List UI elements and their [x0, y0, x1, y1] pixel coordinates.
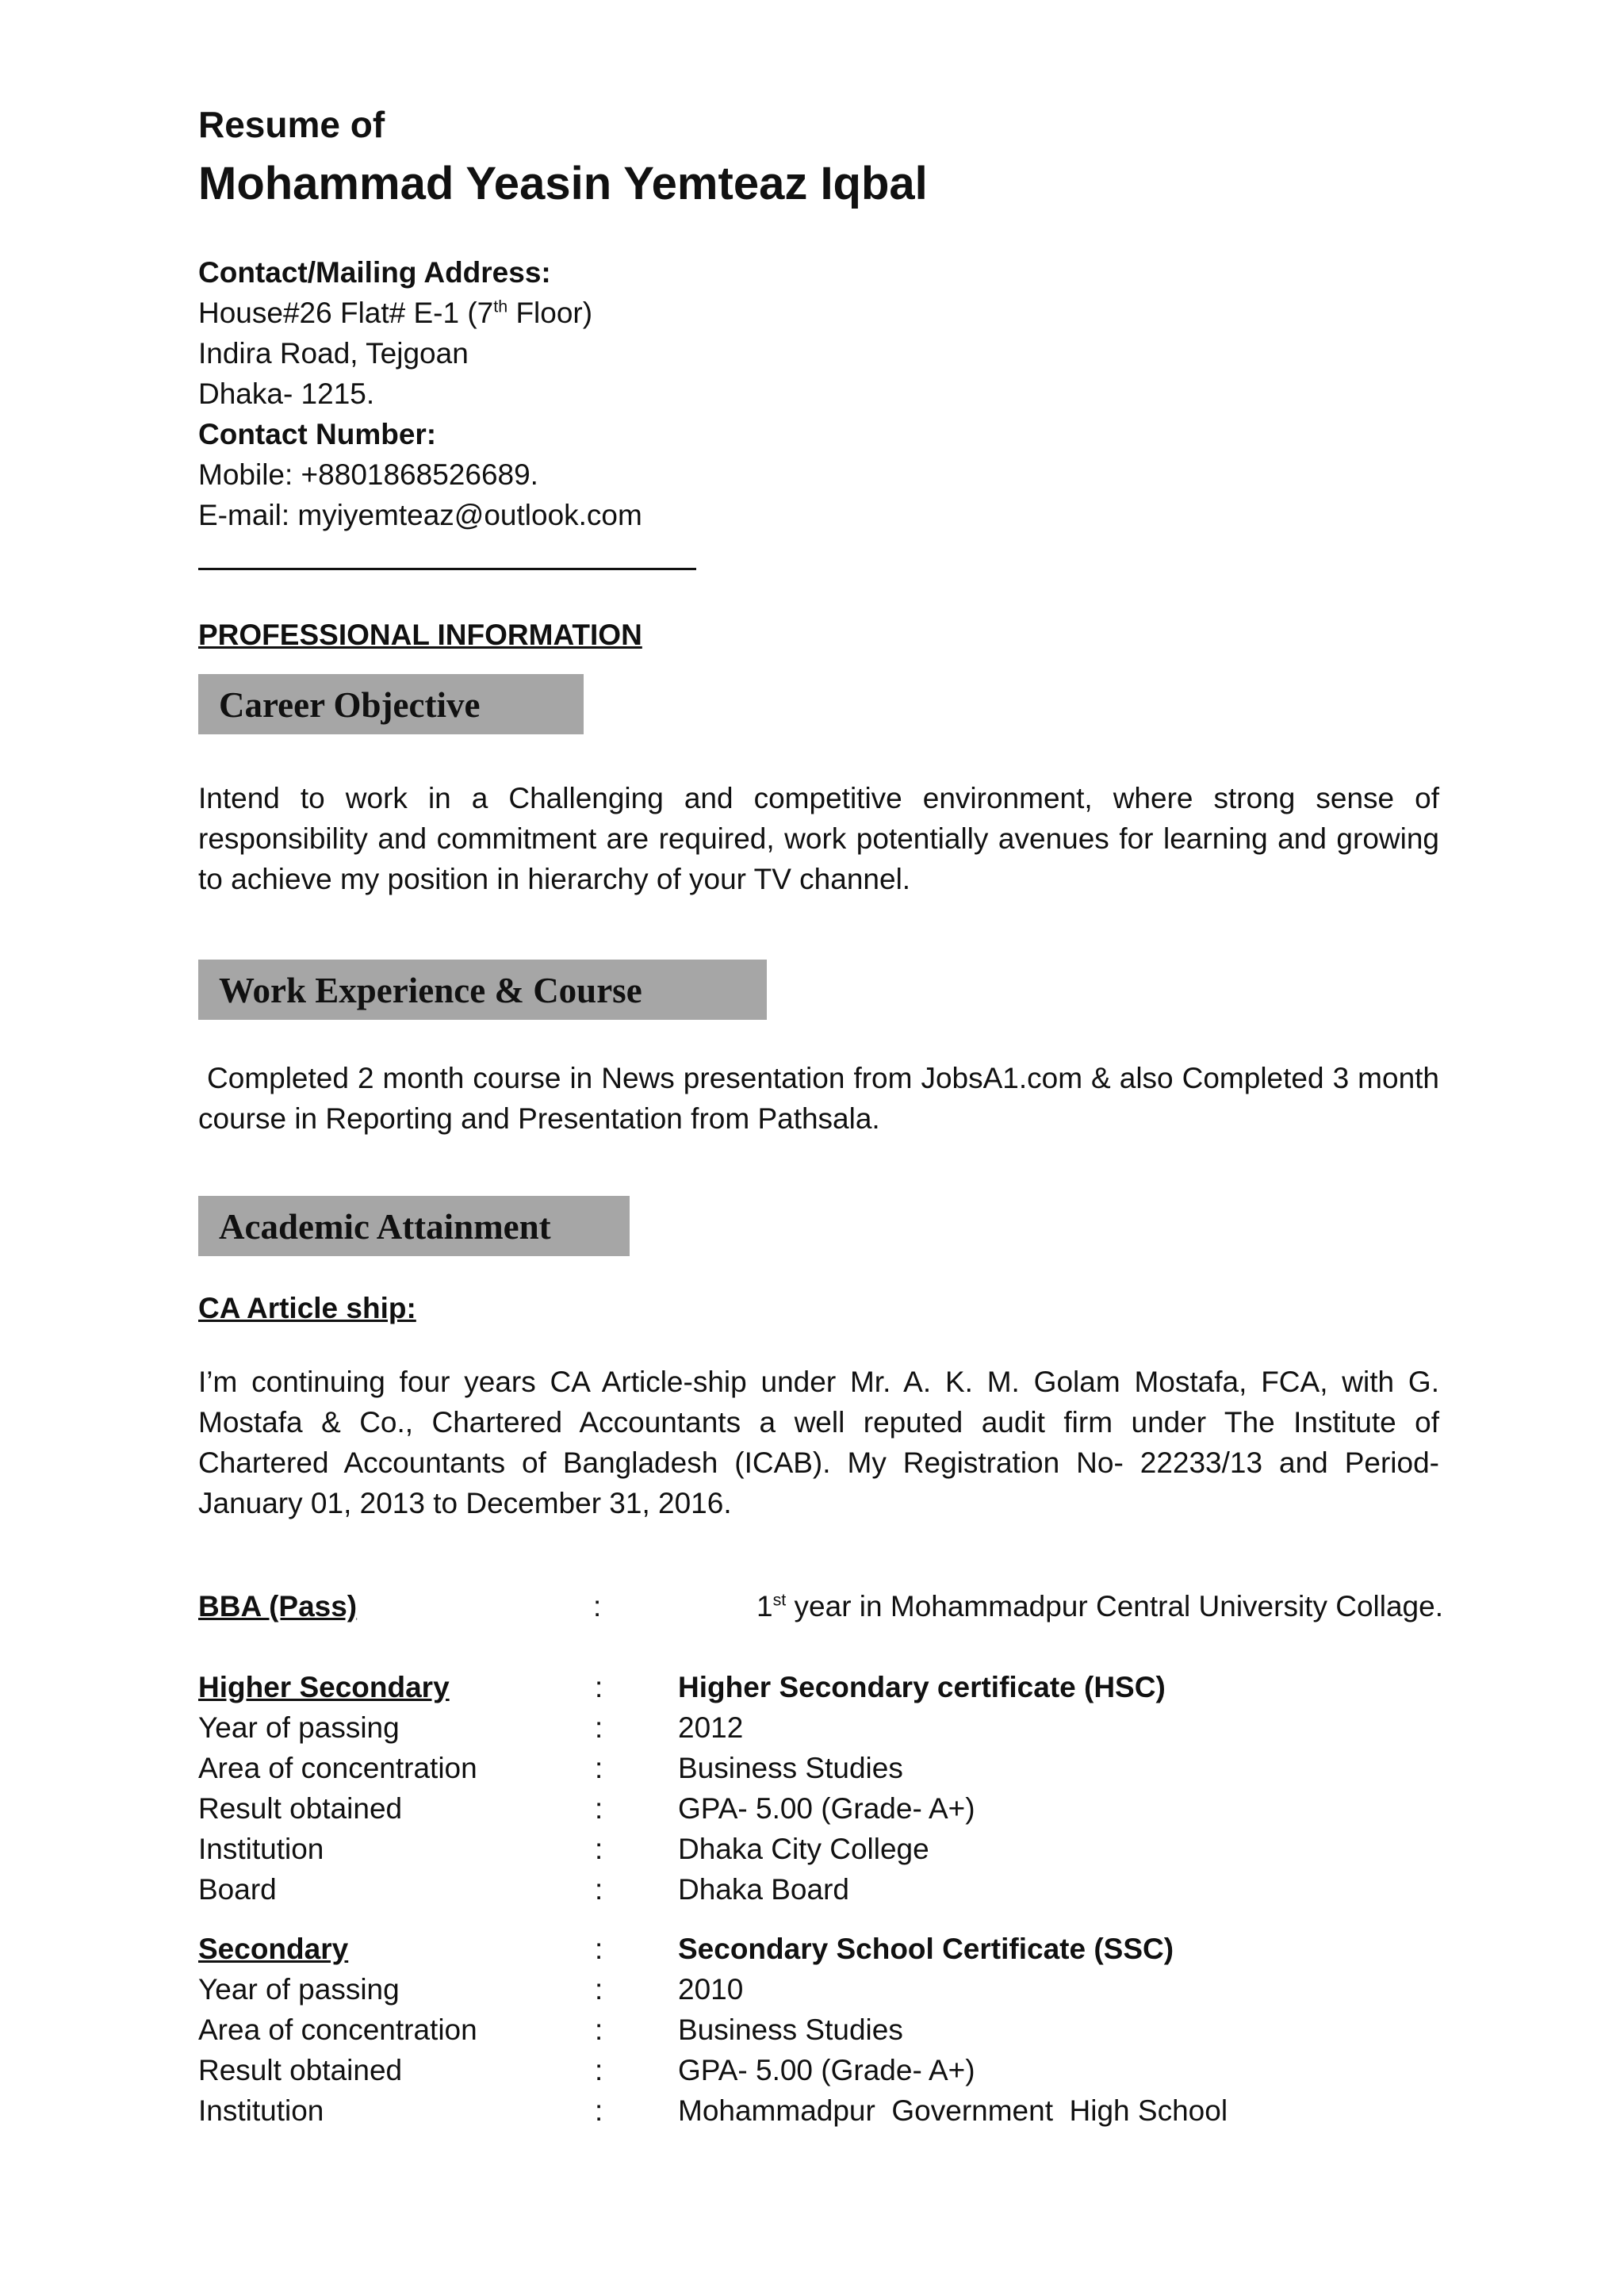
- applicant-name: Mohammad Yeasin Yemteaz Iqbal: [198, 158, 928, 209]
- ssc-val: Mohammadpur Government High School: [678, 2094, 1228, 2127]
- work-experience-text: Completed 2 month course in News presentation from JobsA1.com & also Completed 3 month course in Reporting and Presentation from Pathsala.: [198, 1062, 1448, 1135]
- hsc-row: [198, 1748, 1443, 1788]
- hsc-colon: :: [595, 1671, 603, 1703]
- hsc-val: Dhaka Board: [678, 1873, 849, 1906]
- ssc-row: [198, 1969, 1443, 2010]
- career-objective-text: Intend to work in a Challenging and competitive environment, where strong sense of responsibility and commitment are required, work potentially avenues for learning and growing to achieve my position in hierarchy of your TV channel.: [198, 782, 1439, 895]
- bba-value: 1st year in Mohammadpur Central University Collage.: [756, 1590, 1443, 1623]
- hsc-row: [198, 1869, 1443, 1910]
- contact-number-label: Contact Number:: [198, 418, 437, 450]
- ssc-colon: :: [595, 1973, 603, 2006]
- ssc-row: [198, 2050, 1443, 2090]
- hsc-colon: :: [595, 1833, 603, 1865]
- hsc-val: 2012: [678, 1711, 744, 1744]
- ssc-row: [198, 2010, 1443, 2050]
- email-address: E-mail: myiyemteaz@outlook.com: [198, 499, 642, 531]
- address-line-2: Indira Road, Tejgoan: [198, 337, 469, 370]
- bba-label: BBA (Pass): [198, 1590, 358, 1623]
- bba-row: [198, 1586, 1443, 1626]
- academic-attainment-heading: Academic Attainment: [198, 1196, 630, 1256]
- ssc-key: Area of concentration: [198, 2013, 477, 2046]
- ssc-label: Secondary: [198, 1933, 349, 1965]
- ssc-colon: :: [595, 2054, 603, 2086]
- ssc-val: GPA- 5.00 (Grade- A+): [678, 2054, 975, 2086]
- address-label: Contact/Mailing Address:: [198, 256, 551, 289]
- hsc-colon: :: [595, 1873, 603, 1906]
- professional-info-heading: PROFESSIONAL INFORMATION: [198, 619, 642, 651]
- address-line-1: House#26 Flat# E-1 (7th Floor): [198, 297, 593, 329]
- ssc-val: 2010: [678, 1973, 744, 2006]
- ca-article-text: I’m continuing four years CA Article-ship under Mr. A. K. M. Golam Mostafa, FCA, with G. Mostafa & Co., Chartered Accountants a well reputed audit firm under The Institute of Chartered Accountants of Bangladesh (ICAB). My Registration No- 22233/13 and Period- January 01, 2013 to December 31, 2016.: [198, 1366, 1439, 1519]
- hsc-val: Business Studies: [678, 1752, 903, 1784]
- hsc-key: Board: [198, 1873, 277, 1906]
- hsc-heading-row: [198, 1667, 1443, 1707]
- contact-block: [198, 252, 642, 535]
- hsc-row: [198, 1829, 1443, 1869]
- ssc-key: Institution: [198, 2094, 324, 2127]
- hsc-key: Year of passing: [198, 1711, 400, 1744]
- hsc-label: Higher Secondary: [198, 1671, 450, 1703]
- hsc-row: [198, 1707, 1443, 1748]
- work-experience-heading: Work Experience & Course: [198, 960, 767, 1020]
- ssc-value: Secondary School Certificate (SSC): [678, 1933, 1174, 1965]
- ssc-heading-row: [198, 1929, 1443, 1969]
- hsc-row: [198, 1788, 1443, 1829]
- hsc-key: Result obtained: [198, 1792, 403, 1825]
- career-objective-heading: Career Objective: [198, 674, 584, 734]
- ssc-colon: :: [595, 1933, 603, 1965]
- hsc-key: Institution: [198, 1833, 324, 1865]
- ssc-val: Business Studies: [678, 2013, 903, 2046]
- ssc-colon: :: [595, 2013, 603, 2046]
- hsc-key: Area of concentration: [198, 1752, 477, 1784]
- resume-label: Resume of: [198, 104, 385, 145]
- mobile-number: Mobile: +8801868526689.: [198, 458, 538, 491]
- hsc-colon: :: [595, 1792, 603, 1825]
- ssc-row: [198, 2090, 1443, 2131]
- hsc-val: Dhaka City College: [678, 1833, 929, 1865]
- address-line-3: Dhaka- 1215.: [198, 377, 375, 410]
- hsc-value: Higher Secondary certificate (HSC): [678, 1671, 1166, 1703]
- ssc-key: Result obtained: [198, 2054, 403, 2086]
- hsc-val: GPA- 5.00 (Grade- A+): [678, 1792, 975, 1825]
- hsc-colon: :: [595, 1711, 603, 1744]
- bba-colon: :: [593, 1590, 602, 1623]
- hsc-colon: :: [595, 1752, 603, 1784]
- ca-article-heading: CA Article ship:: [198, 1292, 416, 1324]
- divider-line: [198, 568, 696, 570]
- ssc-colon: :: [595, 2094, 603, 2127]
- ssc-key: Year of passing: [198, 1973, 400, 2006]
